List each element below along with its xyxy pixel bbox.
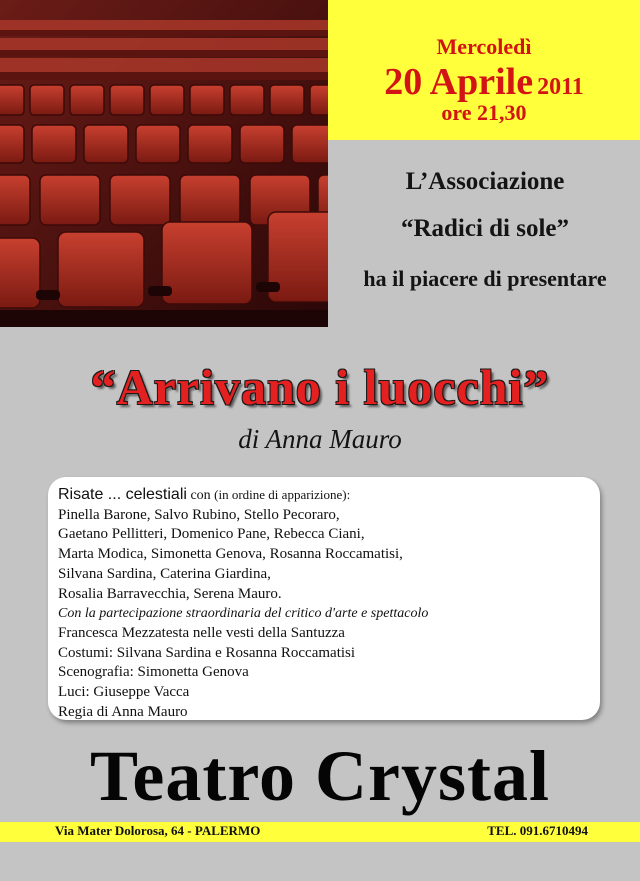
cast-line: Marta Modica, Simonetta Genova, Rosanna Roccamatisi, — [58, 546, 403, 563]
cast-line: Rosalia Barravecchia, Serena Mauro. — [58, 585, 282, 602]
credit-lights: Luci: Giuseppe Vacca — [58, 684, 190, 701]
show-author: di Anna Mauro — [238, 424, 402, 454]
cast-line: Pinella Barone, Salvo Rubino, Stello Pecoraro, — [58, 506, 340, 523]
event-day-month: 20 Aprile — [384, 61, 534, 103]
event-date — [328, 60, 640, 104]
credit-direction: Regia di Anna Mauro — [58, 703, 188, 720]
association-name: “Radici di sole” — [400, 215, 570, 242]
cast-line: Silvana Sardina, Caterina Giardina, — [58, 565, 271, 582]
cast-list — [58, 485, 593, 722]
venue-name: Teatro Crystal — [90, 736, 550, 816]
special-guest: Francesca Mezzatesta nelle vesti della Santuzza — [58, 624, 345, 641]
presentation-line: ha il piacere di presentare — [363, 266, 607, 291]
venue-phone: TEL. 091.6710494 — [487, 823, 588, 838]
cast-intro-paren: (in ordine di apparizione): — [214, 487, 351, 502]
credit-scenography: Scenografia: Simonetta Genova — [58, 664, 249, 681]
cast-line: Gaetano Pellitteri, Domenico Pane, Rebecca Ciani, — [58, 526, 365, 543]
association-label: L’Associazione — [405, 168, 565, 195]
date-box — [328, 0, 640, 140]
credit-costumes: Costumi: Silvana Sardina e Rosanna Roccamatisi — [58, 644, 356, 661]
cast-intro — [58, 485, 593, 506]
special-participation: Con la partecipazione straordinaria del critico d'arte e spettacolo — [58, 606, 429, 622]
event-year: 2011 — [537, 74, 584, 100]
event-weekday: Mercoledì — [436, 34, 532, 59]
venue-address: Via Mater Dolorosa, 64 - PALERMO — [55, 823, 261, 838]
event-time: ore 21,30 — [441, 100, 527, 125]
cast-intro-con: con — [186, 488, 215, 503]
theatre-seats-photo — [0, 0, 328, 327]
show-title: “Arrivano i luocchi” — [90, 359, 550, 415]
cast-intro-main: Risate ... celestiali — [58, 486, 187, 503]
